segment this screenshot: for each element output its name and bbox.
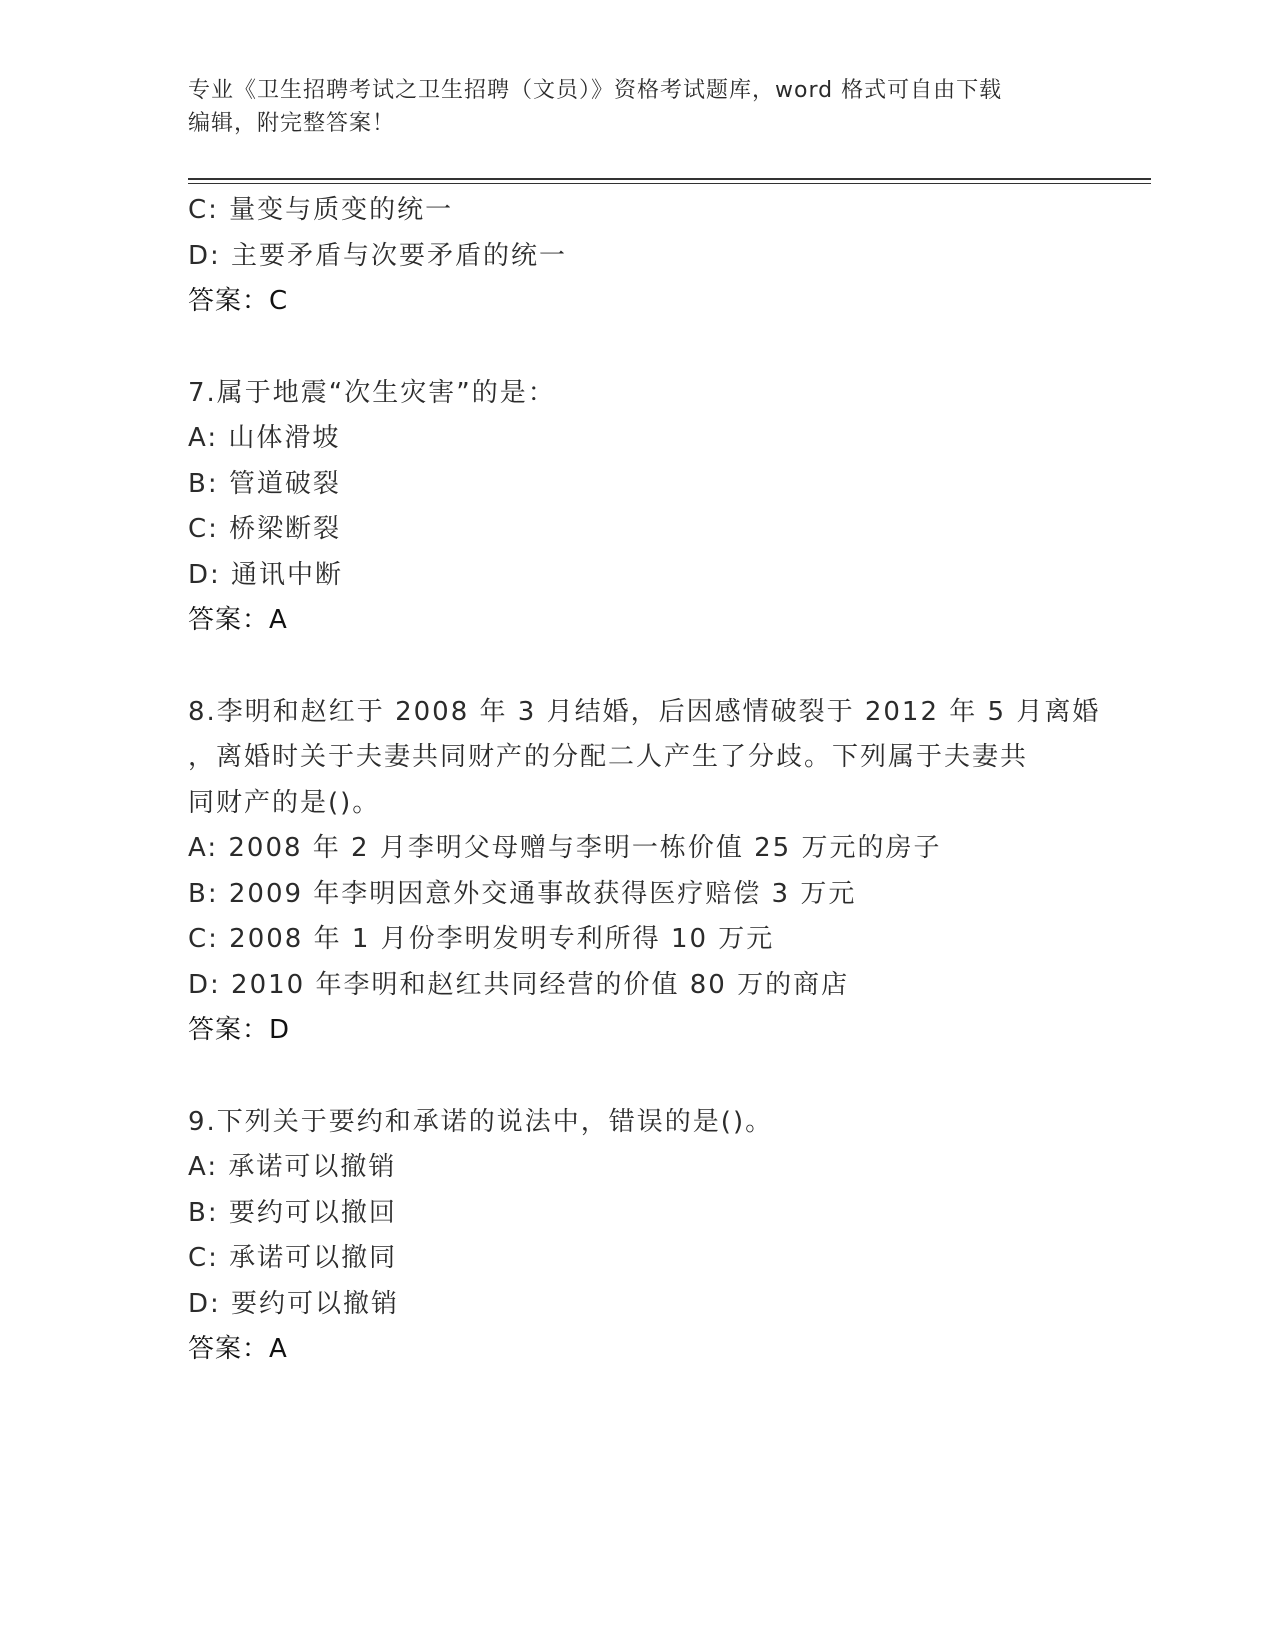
question-9 (188, 1100, 1068, 1373)
header-rule-thin (188, 183, 1151, 184)
spacer (188, 325, 1068, 371)
document-header (188, 74, 1068, 140)
question-6 (188, 188, 1068, 325)
question-stem-line-3: 同财产的是()。 (188, 787, 381, 818)
option-a: A: 承诺可以撤销 (188, 1152, 397, 1182)
option-a: A: 2008 年 2 月李明父母赠与李明一栋价值 25 万元的房子 (188, 833, 942, 863)
header-line-2: 编辑，附完整答案！ (188, 111, 396, 136)
option-a: A: 山体滑坡 (188, 423, 341, 453)
answer: 答案：A (188, 1334, 288, 1364)
option-d: D: 2010 年李明和赵红共同经营的价值 80 万的商店 (188, 969, 850, 1000)
answer: 答案：A (188, 605, 288, 635)
option-c: C: 量变与质变的统一 (188, 195, 454, 225)
option-d: D: 主要矛盾与次要矛盾的统一 (188, 240, 568, 271)
question-stem-line-1: 8.李明和赵红于 2008 年 3 月结婚，后因感情破裂于 2012 年 5 月离婚 (188, 696, 1101, 727)
question-list (188, 188, 1101, 1373)
option-c: C: 桥梁断裂 (188, 514, 342, 544)
option-b: B: 2009 年李明因意外交通事故获得医疗赔偿 3 万元 (188, 878, 857, 909)
header-line-1: 专业《卫生招聘考试之卫生招聘（文员）》资格考试题库，word 格式可自由下载 (188, 78, 1003, 103)
option-b: B: 管道破裂 (188, 468, 341, 499)
answer: 答案：D (188, 1015, 291, 1045)
header-rule-thick (188, 178, 1151, 180)
option-c: C: 2008 年 1 月份李明发明专利所得 10 万元 (188, 924, 775, 954)
option-c: C: 承诺可以撤同 (188, 1243, 398, 1273)
option-b: B: 要约可以撤回 (188, 1197, 397, 1228)
question-stem-line-2: ，离婚时关于夫妻共同财产的分配二人产生了分歧。下列属于夫妻共 (188, 742, 1029, 772)
answer: 答案：C (188, 286, 289, 316)
option-d: D: 通讯中断 (188, 559, 344, 590)
spacer (188, 1054, 1068, 1100)
option-d: D: 要约可以撤销 (188, 1288, 400, 1319)
question-stem: 7.属于地震“次生灾害”的是： (188, 377, 556, 408)
question-8 (188, 690, 1101, 1054)
spacer (188, 644, 1068, 690)
question-stem: 9.下列关于要约和承诺的说法中，错误的是()。 (188, 1106, 774, 1137)
question-7 (188, 371, 1068, 644)
